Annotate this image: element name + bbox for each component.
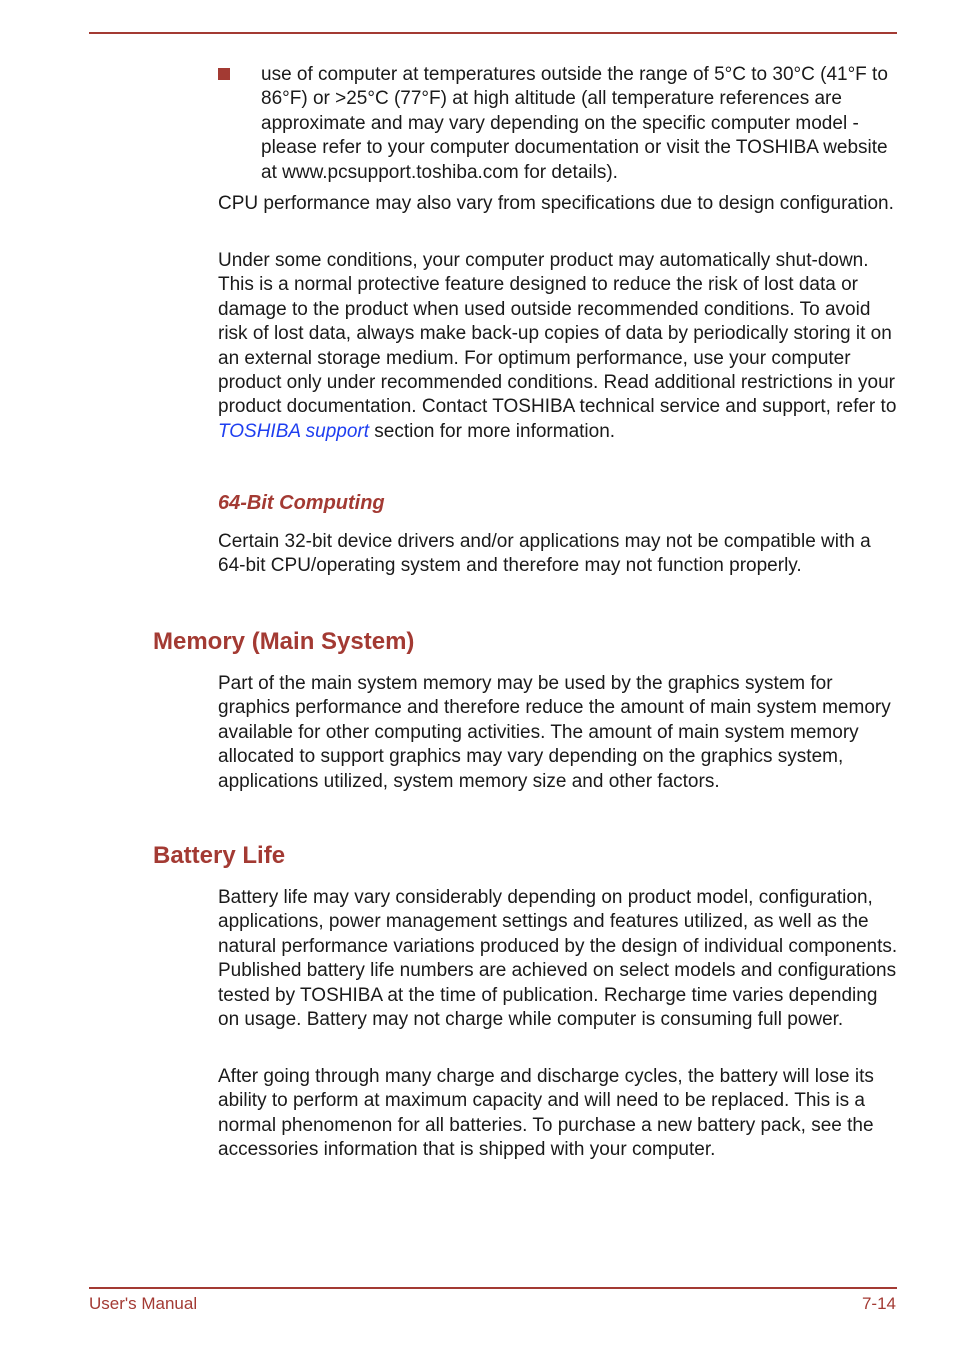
footer-rule	[89, 1287, 897, 1289]
battery-paragraph-2: After going through many charge and discharge cycles, the battery will lose its ability to perform at maximum capacity and will need to be replaced. This is a normal phenomenon for all batteries. To purchase a new battery pack, see the accessories information that is shipped with your computer.	[218, 1066, 874, 1161]
memory-paragraph: Part of the main system memory may be used by the graphics system for graphics performance and therefore reduce the amount of main system memory available for other computing activities. The amount of main system memory allocated to support graphics may vary depending on the graphics system, applications utilized, system memory size and other factors.	[218, 673, 891, 792]
shutdown-text-before: Under some conditions, your computer product may automatically shut-down. This is a normal protective feature designed to reduce the risk of lost data or damage to the product when used outside recommended conditions. To avoid risk of lost data, always make back-up copies of data by periodically storing it on an external storage medium. For optimum performance, use your computer product only under recommended conditions. Read additional restrictions in your product documentation. Contact TOSHIBA technical service and support, refer to	[218, 250, 897, 418]
footer-manual-title: User's Manual	[89, 1294, 198, 1313]
64bit-paragraph: Certain 32-bit device drivers and/or applications may not be compatible with a 64-bit CPU/operating system and therefore may not function properly.	[218, 531, 871, 577]
shutdown-paragraph	[218, 249, 898, 444]
footer-page-number: 7-14	[861, 1294, 896, 1313]
heading-memory: Memory (Main System)	[153, 628, 415, 655]
header-rule	[89, 32, 897, 34]
shutdown-text-after: section for more information.	[369, 420, 616, 442]
battery-paragraph-1: Battery life may vary considerably depending on product model, configuration, applications, power management settings and features utilized, as well as the natural performance variations produced by the design of individual components. Published battery life numbers are achieved on select models and configurations tested by TOSHIBA at the time of publication. Recharge time varies depending on usage. Battery may not charge while computer is consuming full power.	[218, 887, 898, 1031]
square-bullet-icon	[218, 68, 230, 80]
toshiba-support-link[interactable]: TOSHIBA support	[218, 420, 370, 442]
cpu-performance-paragraph: CPU performance may also vary from specifications due to design configuration.	[218, 193, 894, 214]
subheading-64bit-computing: 64-Bit Computing	[218, 492, 385, 514]
temperature-bullet-text: use of computer at temperatures outside the range of 5°C to 30°C (41°F to 86°F) or >25°C (77°F) at high altitude (all temperature references are approximate and may vary depending on the specific computer model - please refer to your computer documentation or visit the TOSHIBA website at www.pcsupport.toshiba.com for details).	[261, 64, 888, 183]
heading-battery-life: Battery Life	[153, 842, 286, 869]
